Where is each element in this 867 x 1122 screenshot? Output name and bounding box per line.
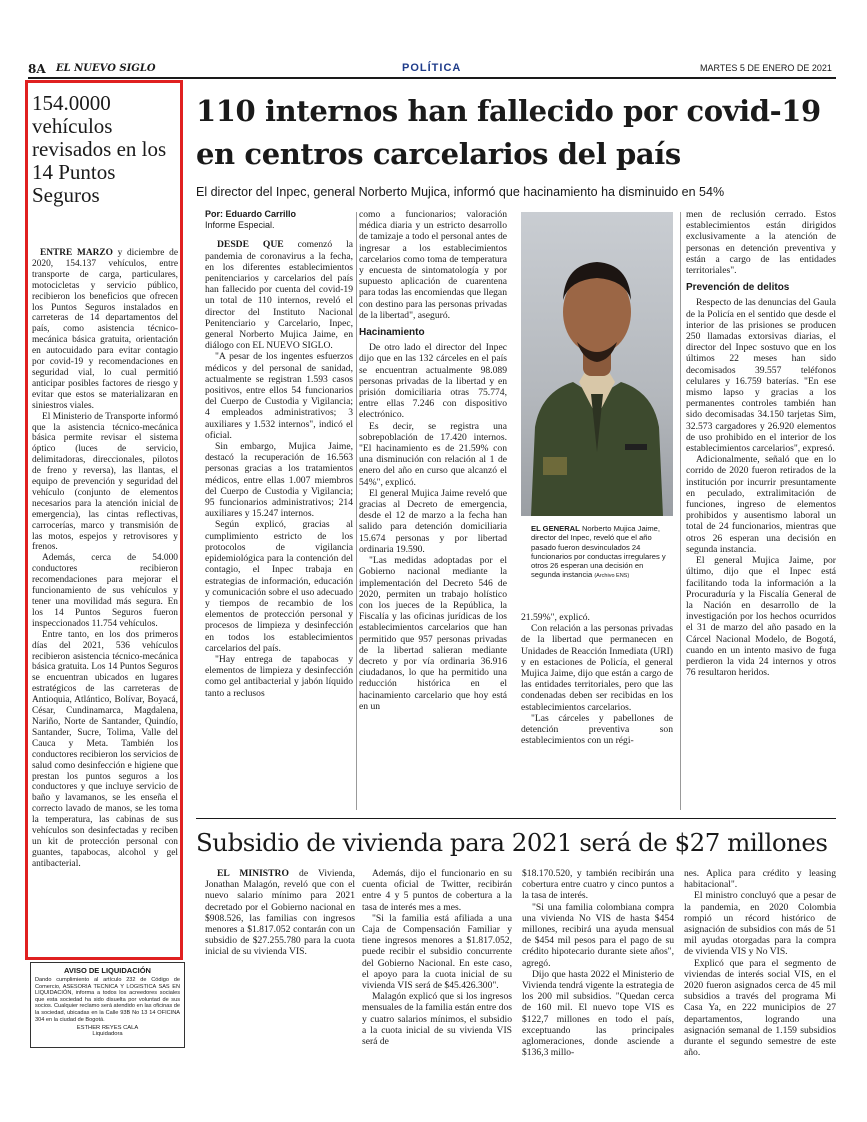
article2-col2 bbox=[362, 868, 512, 1068]
article-paragraph: Respecto de las denuncias del Gaula de la Policía en el sentido que desde el interior de las prisiones se producen 250 llamadas extorsivas diarias, el director del Inpec sostuvo que en los últimos 22 meses han sido decomisados 39.557 teléfonos celulares y 16.759 baterías. "En ese mismo lapso y gracias a los permanentes controles también han sido decomisadas 34.150 tarjetas Sim, 32.573 cargadores y 26.920 elementos de uso prohibido en el interior de los establecimientos carcelarios", expresó. bbox=[686, 297, 836, 455]
article-paragraph: De otro lado el director del Inpec dijo que en las 132 cárceles en el país se encuentran actualmente 98.089 personas privadas de la libertad y en prisión domiciliaria otras 75.774, entre ellas 7.246 con dispositivo electrónico. bbox=[359, 342, 507, 421]
article1-col4 bbox=[686, 209, 836, 809]
byline-role: Informe Especial. bbox=[205, 220, 275, 231]
article-paragraph: Adicionalmente, señaló que en lo corrido de 2020 fueron retirados de la institución por incurrir presuntamente en peculado, extralimitación de funciones, ingreso de elementos prohibidos y ausentismo laboral un total de 24 funcionarios, mientras que otros 26 esperan una decisión en segunda instancia. bbox=[686, 454, 836, 555]
article1-col3 bbox=[521, 612, 673, 812]
sidebar-paragraph: Además, cerca de 54.000 conductores recibieron recomendaciones para mejorar el funcionamiento de sus vehículos y tener una movilidad más segura. En los 14 Puntos Seguros fueron inspeccionados 11.754 vehículos. bbox=[32, 553, 178, 629]
article1-col1 bbox=[205, 209, 353, 809]
byline: Por: Eduardo Carrillo bbox=[205, 209, 297, 219]
article-paragraph: comenzó la pandemia de coronavirus a la fecha, en los diferentes establecimientos penitenciarios y carcelarios del país han fallecido por cuenta del covid-19 un total de 110 internos, reveló el director del Instituto Nacional Penitenciario y Carcelario, Inpec, general Norberto Mujica Jaime, en diálogo con EL NUEVO SIGLO. bbox=[205, 239, 353, 352]
page-number: 8A bbox=[28, 62, 46, 76]
article-paragraph: men de reclusión cerrado. Estos establecimientos están dirigidos exclusivamente a la atención de personas en detención preventiva y están a cargo de las entidades territoriales". bbox=[686, 209, 836, 277]
article-paragraph: nes. Aplica para crédito y leasing habitacional". bbox=[684, 868, 836, 891]
article2-col4 bbox=[684, 868, 836, 1068]
article-paragraph: como a funcionarios; valoración médica diaria y un estricto desarrollo de tamizaje a todo el personal antes de ingresar a los establecimientos carcelarios como toma de temperatura y encuesta de sintomatología y por supuesto aplicación de cuarentena para todas las encomiendas que llegan con destino para las personas privadas de la libertad", aseguró. bbox=[359, 209, 507, 321]
notice-title: AVISO DE LIQUIDACIÓN bbox=[64, 966, 151, 975]
article-paragraph: "Las cárceles y pabellones de detención preventiva son establecimientos con un régi- bbox=[521, 712, 673, 747]
article-paragraph: "A pesar de los ingentes esfuerzos médicos y del personal de sanidad, actualmente se registran 1.593 casos positivos, entre ellos 54 funcionarios del Cuerpo de Custodia y Vigilancia; 4 empleados administrativos; 3 auxiliares y 1.532 internos", indicó el oficial. bbox=[205, 351, 353, 441]
article-paragraph: El general Mujica Jaime reveló que gracias al Decreto de emergencia, desde el 12 de marzo a la fecha han salido para detención domiciliaria 15.674 personas y por libertad ordinaria 19.590. bbox=[359, 487, 507, 555]
sidebar-title: 154.0000 vehículos revisados en los 14 Puntos Seguros bbox=[32, 91, 167, 207]
sidebar-paragraph: Entre tanto, en los dos primeros días del 2021, 536 vehículos recibieron asistencia técnico-mecánica básica gratuita. Los 14 Puntos Seguros se encuentran ubicados en lugares estratégicos de las carreteras de Antioquia, Atlántico, Bolívar, Boyacá, César, Cundinamarca, Magdalena, Nariño, Norte de Santander, Quindío, Santander, Sucre, Tolima, Valle del Cauca y Meta. También los conductores recibieron los servicios de salud como desinfección e higiene que prestan los puntos seguros a los conductores y que incluye servicio de baño y lavamanos, se les enseña el correcto lavado de manos, se les toma la temperatura, las cabinas de sus vehículos son desinfectadas y reciben un kit de protección personal con guantes, tapabocas, alcohol y gel antibacterial. bbox=[32, 629, 178, 869]
article-paragraph: Es decir, se registra una sobrepoblación de 17.420 internos. "El hacinamiento es de 21.59% con una disminución con relación al 1 de enero del año en curso que alcanzó el 54%", explicó. bbox=[359, 420, 507, 488]
notice-signer: ESTHER REYES CALA bbox=[76, 1025, 139, 1032]
section-label: POLÍTICA bbox=[402, 62, 462, 74]
article2-col1 bbox=[205, 868, 355, 1068]
sidebar-lead: ENTRE MARZO bbox=[40, 248, 113, 258]
article1-col2 bbox=[359, 209, 507, 809]
article-paragraph: Explicó que para el segmento de viviendas de interés social VIS, en el 2020 fueron asignados cerca de 45 mil subsidios a través del programa Mi Casa Ya, en 222 municipios de 27 departamentos, logrando una asignación semanal de 1.159 subsidios durante el segundo semestre de este año. bbox=[684, 957, 836, 1059]
article-paragraph: Según explicó, gracias al cumplimiento estricto de los protocolos de vigilancia epidemiológica para la contención del contagio, el Inpec trabaja en estrategias de información, educación y comunicación sobre el uso adecuado y tiempos de recambio de los elementos de protección personal y procesos de limpieza y desinfección en todos los establecimientos carcelarios del país. bbox=[205, 519, 353, 654]
article-paragraph: Con relación a las personas privadas de la libertad que permanecen en Unidades de Reacción Inmediata (URI) y en estaciones de Policía, el general Mujica Jaime, dijo que están a cargo de las entidades territoriales, pero que las condenadas deben ser recibidas en los establecimientos carcelarios. bbox=[521, 623, 673, 713]
sidebar-paragraph: y diciembre de 2020, 154.137 vehículos, entre transporte de carga, particulares, motocicletas y servicio público, recibieron los beneficios que ofrecen los Puntos Seguros instalados en carreteras de 14 departamentos del país, como asistencia técnico-mecánica básica gratuita, orientación en autocuidado para evitar contagio por covid-19 y recomendaciones en seguridad vial, lo cual permitió anticipar posibles factores de riesgo y evitar que estos se materializaran en siniestros viales. bbox=[32, 248, 178, 411]
article2-headline: Subsidio de vivienda para 2021 será de $27 millones bbox=[196, 828, 828, 857]
article-paragraph: El ministro concluyó que a pesar de la pandemia, en 2020 Colombia rompió un récord histórico de asignación de subsidios con más de 51 mil ayudas otorgadas para la compra de vivienda VIS y No VIS. bbox=[684, 890, 836, 958]
article2-lead: EL MINISTRO bbox=[217, 868, 289, 879]
article-separator bbox=[196, 818, 836, 819]
liquidation-notice bbox=[30, 962, 185, 1048]
article1-headline: 110 internos han fallecido por covid-19 en centros carcelarios del país bbox=[196, 94, 821, 171]
article-paragraph: "Si una familia colombiana compra una vivienda No VIS de hasta $454 millones, recibirá una ayuda mensual de $454 mil pesos para el pago de su crédito hipotecario durante siete años", agregó. bbox=[522, 901, 674, 969]
article1-lead: DESDE QUE bbox=[217, 239, 284, 251]
article-paragraph: Además, dijo el funcionario en su cuenta oficial de Twitter, recibirán entre 4 y 5 puntos de cobertura a la tasa de interés mes a mes. bbox=[362, 868, 512, 913]
sidebar-body bbox=[32, 248, 178, 956]
article2-col3 bbox=[522, 868, 674, 1068]
caption-lead: EL GENERAL bbox=[531, 524, 580, 533]
portrait-illustration bbox=[521, 212, 673, 516]
caption-text: Norberto Mujica Jaime, director del Inpec, reveló que el año pasado fueron desvinculados 24 funcionarios por conductas irregulares y otros 26 esperan una decisión en segunda instancia bbox=[531, 524, 666, 580]
article-paragraph: "Las medidas adoptadas por el Gobierno nacional mediante la implementación del Decreto 546 de 2020, permiten un trabajo holístico con los jueces de la República, la Fiscalía y las oficinas jurídicas de los establecimientos carcelarios que han permitido que 957 personas privadas de la libertad salieran mediante decreto y por vía ordinaria 36.916 ciudadanos, lo que ha permitido una reducción histórica en el hacinamiento carcelario que hoy está en un bbox=[359, 555, 507, 712]
article-paragraph: $18.170.520, y también recibirán una cobertura entre cuatro y cinco puntos a la tasa de interés. bbox=[522, 868, 674, 902]
subheading-hacinamiento: Hacinamiento bbox=[359, 327, 425, 339]
issue-date: MARTES 5 DE ENERO DE 2021 bbox=[700, 63, 832, 73]
masthead-rule bbox=[28, 77, 836, 79]
article-paragraph: "Hay entrega de tapabocas y elementos de limpieza y desinfección como gel antibacterial y jabón líquido tanto a reclusos bbox=[205, 653, 353, 699]
article-paragraph: de Vivienda, Jonathan Malagón, reveló que con el nuevo salario mínimo para 2021 decretado por el Gobierno nacional en $908.526, las familias con ingresos menores a $1.817.052 contarán con un subsidio de $27.255.780 para la cuota inicial de su vivienda VIS. bbox=[205, 868, 355, 958]
article-paragraph: El general Mujica Jaime, por último, dijo que el Inpec está facilitando toda la información a la Procuraduría y la Fiscalía General de la Nación en desarrollo de la investigación por los hechos ocurridos el 31 de marzo del año pasado en la Cárcel Nacional Modelo, de Bogotá, cuando en un intento masivo de fuga perdieron la vida 24 internos y otros 76 resultaron heridos. bbox=[686, 555, 836, 679]
article-paragraph: Sin embargo, Mujica Jaime, destacó la recuperación de 16.563 personas gracias a los tratamientos médicos, entre ellas 1.007 miembros del Cuerpo de Custodia y Vigilancia; 95 funcionarios administrativos; 214 auxiliares y 15.247 internos. bbox=[205, 441, 353, 520]
article-paragraph: 21.59%", explicó. bbox=[521, 612, 590, 623]
column-divider bbox=[680, 212, 681, 810]
article-paragraph: Dijo que hasta 2022 el Ministerio de Vivienda tendrá vigente la estrategia de los 200 mil subsidios. "Quedan cerca de 160 mil. El nuevo tope VIS es $122,7 millones en todo el país, exceptuando las principales aglomeraciones, donde asciende a $136,3 millo- bbox=[522, 968, 674, 1059]
article-paragraph: "Si la familia está afiliada a una Caja de Compensación Familiar y tiene ingresos menores a $1.817.052, puede recibir el subsidio concurrente del Gobierno Nacional. En este caso, el apoyo para la cuota inicial de su vivienda VIS será de $45.426.300". bbox=[362, 912, 512, 992]
article-paragraph: Malagón explicó que si los ingresos mensuales de la familia están entre dos y cuatro salarios mínimos, el subsidio a la cuota inicial de su vivienda VIS será de bbox=[362, 991, 512, 1048]
notice-body: Dando cumplimiento al artículo 232 de Código de Comercio, ASESORIA TECNICA Y LOGISTICA SAS EN LIQUIDACIÓN, informa a todos los acreedores sociales que esta sociedad ha sido disuelta por voluntad de sus socios. Cualquier reclamo será atendido en las oficinas de la sociedad, ubicadas en la Calle 93B No 13 14 OFICINA 304 en la ciudad de Bogotá. bbox=[35, 977, 180, 1023]
paper-name: EL NUEVO SIGLO bbox=[56, 63, 156, 74]
subheading-prevencion: Prevención de delitos bbox=[686, 282, 790, 294]
general-photo bbox=[521, 212, 673, 516]
sidebar-paragraph: El Ministerio de Transporte informó que la asistencia técnico-mecánica básica permite revisar el sistema óptico (luces de servicio, delimitadoras, direccionales, pilotos de freno y reversa), las llantas, el equipo de prevención y seguridad del vehículo (conjunto de elementos necesarios para la atención inicial de emergencia), las cintas reflectivas, carrocerías, marco y transmisión de las motos, espejos y retrovisores y frenos. bbox=[32, 411, 178, 553]
photo-caption bbox=[531, 524, 666, 582]
article1-subhead: El director del Inpec, general Norberto Mujica, informó que hacinamiento ha disminuido en 54% bbox=[196, 185, 725, 199]
notice-role: Liquidadora bbox=[92, 1031, 123, 1038]
caption-credit: (Archivo ENS) bbox=[594, 573, 630, 580]
column-divider bbox=[356, 212, 357, 810]
